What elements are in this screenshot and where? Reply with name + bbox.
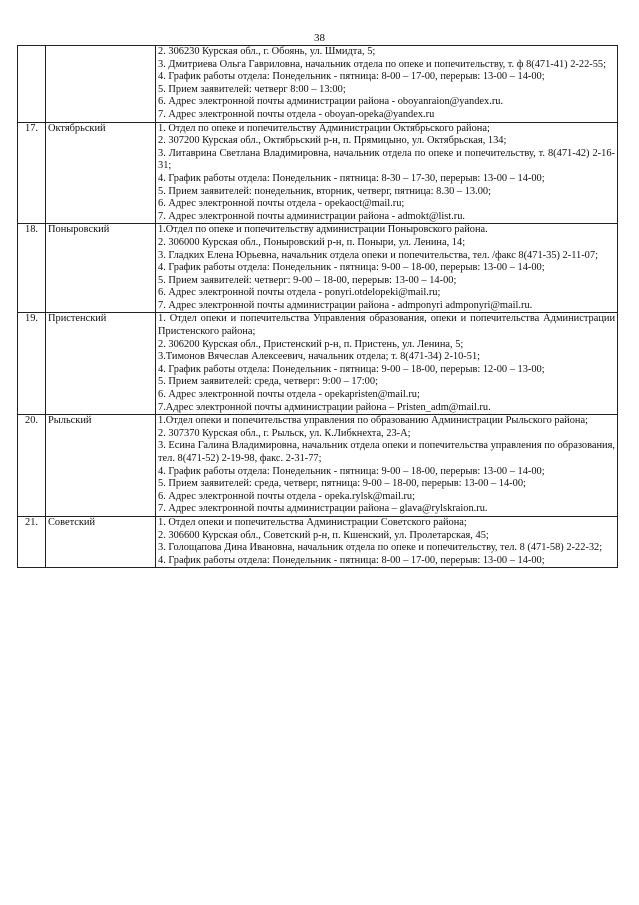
- table-row: [18, 224, 618, 313]
- detail-line: 4. График работы отдела: Понедельник - пятница: 8-30 – 17-30, перерыв: 13-00 – 14-00;: [158, 172, 545, 184]
- detail-line: 6. Адрес электронной почты отдела - opekapristen@mail.ru;: [158, 389, 420, 401]
- detail-line: 6. Адрес электронной почты отдела - opeka.rylsk@mail.ru;: [158, 490, 415, 502]
- row-number: 19.: [18, 313, 46, 415]
- detail-line: 3. Гладких Елена Юрьевна, начальник отдела опеки и попечительства, тел. /факс 8(471-35) 2-11-07;: [158, 249, 598, 261]
- detail-line: 6. Адрес электронной почты отдела - ponyri.otdelopeki@mail.ru;: [158, 287, 441, 299]
- detail-line: 2. 307370 Курская обл., г. Рыльск, ул. К.Либкнехта, 23-А;: [158, 427, 411, 439]
- office-details: [156, 516, 618, 567]
- office-details: [156, 313, 618, 415]
- district-name: Октябрьский: [46, 122, 156, 224]
- detail-line: 1.Отдел опеки и попечительства управления по образованию Администрации Рыльского района;: [158, 415, 588, 427]
- table-row: [18, 516, 618, 567]
- detail-line: 7. Адрес электронной почты администрации района - admokt@list.ru.: [158, 210, 466, 222]
- detail-line: 7. Адрес электронной почты отдела - oboyan-opeka@yandex.ru: [158, 108, 435, 120]
- detail-line: 2. 306230 Курская обл., г. Обоянь, ул. Шмидта, 5;: [158, 46, 376, 57]
- table-row: [18, 46, 618, 123]
- district-name: Советский: [46, 516, 156, 567]
- detail-line: 7. Адрес электронной почты администрации района – glava@rylskraion.ru.: [158, 503, 488, 515]
- detail-line: 4. График работы отдела: Понедельник - пятница: 9-00 – 18-00, перерыв: 13-00 – 14-00;: [158, 262, 545, 274]
- table-row: [18, 122, 618, 224]
- guardianship-offices-table: [17, 45, 618, 568]
- district-name: [46, 46, 156, 123]
- office-details: [156, 224, 618, 313]
- table-row: [18, 415, 618, 517]
- detail-line: 2. 306000 Курская обл., Поныровский р-н, п. Поныри, ул. Ленина, 14;: [158, 236, 466, 248]
- detail-line: 3.Тимонов Вячеслав Алексеевич, начальник отдела; т. 8(471-34) 2-10-51;: [158, 351, 481, 363]
- detail-line: 2. 306200 Курская обл., Пристенский р-н, п. Пристень, ул. Ленина, 5;: [158, 338, 464, 350]
- detail-line: 3. Дмитриева Ольга Гавриловна, начальник отдела по опеке и попечительству, т. ф 8(471-41) 2-22-55;: [158, 58, 607, 70]
- detail-line: 1. Отдел по опеке и попечительству Администрации Октябрьского района;: [158, 122, 490, 134]
- detail-line: 4. График работы отдела: Понедельник - пятница: 9-00 – 18-00, перерыв: 13-00 – 14-00;: [158, 465, 545, 477]
- detail-line: 5. Прием заявителей: среда, четверг, пятница: 9-00 – 18-00, перерыв: 13-00 – 14-00;: [158, 478, 526, 490]
- detail-line: 2. 307200 Курская обл., Октябрьский р-н, п. Прямицыно, ул. Октябрьская, 134;: [158, 135, 507, 147]
- detail-line: 6. Адрес электронной почты администрации района - oboyanraion@yandex.ru.: [158, 96, 504, 108]
- district-name: Пристенский: [46, 313, 156, 415]
- detail-line: 7.Адрес электронной почты администрации района – Pristen_adm@mail.ru.: [158, 401, 491, 413]
- detail-line: 5. Прием заявителей: четверг: 9-00 – 18-00, перерыв: 13-00 – 14-00;: [158, 274, 457, 286]
- detail-line: 4. График работы отдела: Понедельник - пятница: 8-00 – 17-00, перерыв: 13-00 – 14-00;: [158, 71, 545, 83]
- detail-line: 5. Прием заявителей: понедельник, вторник, четверг, пятница: 8.30 – 13.00;: [158, 185, 491, 197]
- detail-line: 1. Отдел опеки и попечительства Управления образования, опеки и попечительства Администрации Пристенского района;: [158, 313, 615, 338]
- office-details: [156, 46, 618, 123]
- detail-line: 1.Отдел по опеке и попечительству администрации Поныровского района.: [158, 224, 488, 236]
- district-name: Рыльский: [46, 415, 156, 517]
- detail-line: 3. Голощапова Дина Ивановна, начальник отдела по опеке и попечительству, тел. 8 (471-58) 2-22-32;: [158, 542, 603, 554]
- row-number: 18.: [18, 224, 46, 313]
- row-number: 17.: [18, 122, 46, 224]
- office-details: [156, 415, 618, 517]
- detail-line: 6. Адрес электронной почты отдела - opekaoct@mail.ru;: [158, 198, 405, 210]
- detail-line: 7. Адрес электронной почты администрации района - admponyri admponyri@mail.ru.: [158, 299, 533, 311]
- detail-line: 5. Прием заявителей: среда, четверг: 9:00 – 17:00;: [158, 376, 378, 388]
- district-name: Поныровский: [46, 224, 156, 313]
- table-row: [18, 313, 618, 415]
- detail-line: 3. Есина Галина Владимировна, начальник отдела опеки и попечительства управления по образования, тел. 8(471-52) 2-19-98, факс. 2-31-77;: [158, 440, 615, 464]
- detail-line: 2. 306600 Курская обл., Советский р-н, п. Кшенский, ул. Пролетарская, 45;: [158, 529, 489, 541]
- row-number: [18, 46, 46, 123]
- page-number: 38: [314, 32, 325, 44]
- office-details: [156, 122, 618, 224]
- detail-line: 1. Отдел опеки и попечительства Администрации Советского района;: [158, 516, 467, 528]
- detail-line: 4. График работы отдела: Понедельник - пятница: 9-00 – 18-00, перерыв: 12-00 – 13-00;: [158, 363, 545, 375]
- row-number: 20.: [18, 415, 46, 517]
- detail-line: 3. Литаврина Светлана Владимировна, начальник отдела по опеке и попечительству, т. 8(471-42) 2-16-31;: [158, 147, 615, 172]
- row-number: 21.: [18, 516, 46, 567]
- detail-line: 5. Прием заявителей: четверг 8:00 – 13:00;: [158, 83, 346, 95]
- detail-line: 4. График работы отдела: Понедельник - пятница: 8-00 – 17-00, перерыв: 13-00 – 14-00;: [158, 554, 545, 566]
